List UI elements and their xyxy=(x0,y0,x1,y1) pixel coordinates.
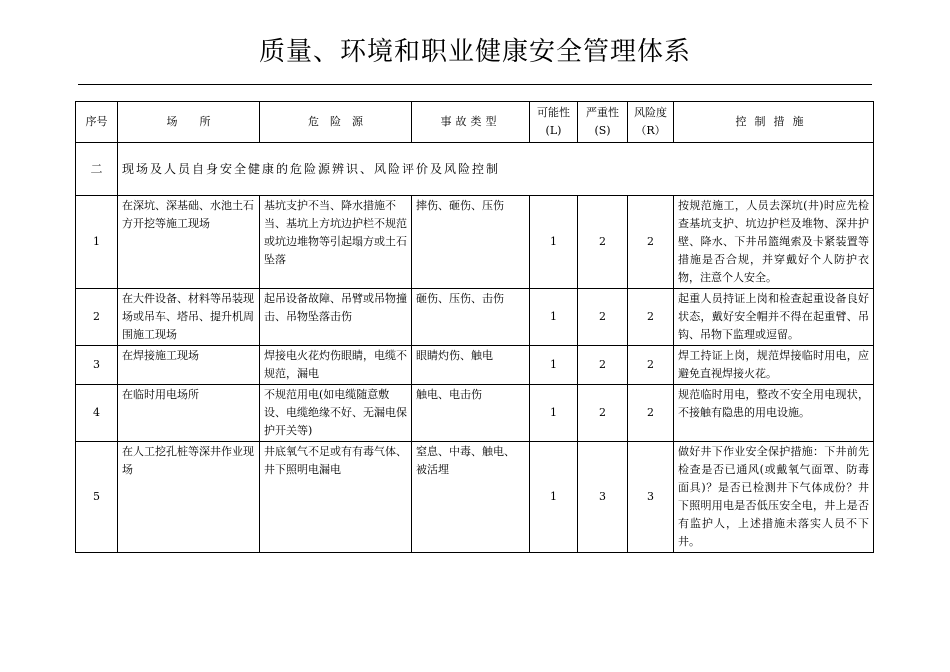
row-number: 4 xyxy=(76,385,118,442)
row-accident-type: 眼睛灼伤、触电 xyxy=(412,346,530,385)
row-number: 1 xyxy=(76,196,118,289)
table-row xyxy=(76,385,874,442)
row-place: 在大件设备、材料等吊装现场或吊车、塔吊、提升机周围施工现场 xyxy=(118,289,260,346)
row-accident-type: 触电、电击伤 xyxy=(412,385,530,442)
header-likelihood: 可能性(L) xyxy=(530,102,578,143)
header-place: 场 所 xyxy=(118,102,260,143)
row-severity: 2 xyxy=(578,385,628,442)
row-control-measures: 按规范施工，人员去深坑(井)时应先检查基坑支护、坑边护栏及堆物、深井护壁、降水、下井吊篮绳索及卡紧装置等措施是否合规，并穿戴好个人防护衣物，注意个人安全。 xyxy=(674,196,874,289)
table-row xyxy=(76,289,874,346)
row-number: 2 xyxy=(76,289,118,346)
row-hazard: 不规范用电(如电缆随意敷设、电缆绝缘不好、无漏电保护开关等) xyxy=(260,385,412,442)
row-likelihood: 1 xyxy=(530,385,578,442)
row-risk: 2 xyxy=(628,346,674,385)
table-row xyxy=(76,442,874,553)
row-hazard: 起吊设备故障、吊臂或吊物撞击、吊物坠落击伤 xyxy=(260,289,412,346)
row-place: 在临时用电场所 xyxy=(118,385,260,442)
row-number: 3 xyxy=(76,346,118,385)
row-place: 在深坑、深基础、水池土石方开挖等施工现场 xyxy=(118,196,260,289)
section-title: 现场及人员自身安全健康的危险源辨识、风险评价及风险控制 xyxy=(118,143,874,196)
row-place: 在焊接施工现场 xyxy=(118,346,260,385)
header-control-measures: 控制措施 xyxy=(674,102,874,143)
row-control-measures: 起重人员持证上岗和检查起重设备良好状态，戴好安全帽并不得在起重臂、吊钩、吊物下监理或逗留。 xyxy=(674,289,874,346)
header-accident-type: 事故类型 xyxy=(412,102,530,143)
header-no: 序号 xyxy=(76,102,118,143)
row-place: 在人工挖孔桩等深井作业现场 xyxy=(118,442,260,553)
header-risk: 风险度（R） xyxy=(628,102,674,143)
row-severity: 2 xyxy=(578,346,628,385)
row-risk: 2 xyxy=(628,289,674,346)
row-likelihood: 1 xyxy=(530,196,578,289)
row-control-measures: 做好井下作业安全保护措施：下井前先检查是否已通风(或戴氧气面罩、防毒面具)？是否已检测井下气体成份？井下照明用电是否低压安全电，井上是否有监护人，上述措施未落实人员不下井。 xyxy=(674,442,874,553)
header-severity: 严重性(S) xyxy=(578,102,628,143)
row-accident-type: 砸伤、压伤、击伤 xyxy=(412,289,530,346)
table-row xyxy=(76,196,874,289)
hazard-table xyxy=(75,101,874,553)
row-risk: 3 xyxy=(628,442,674,553)
row-severity: 3 xyxy=(578,442,628,553)
row-hazard: 基坑支护不当、降水措施不当、基坑上方坑边护栏不规范或坑边堆物等引起塌方或土石坠落 xyxy=(260,196,412,289)
section-row xyxy=(76,143,874,196)
row-likelihood: 1 xyxy=(530,289,578,346)
table-header-row xyxy=(76,102,874,143)
row-severity: 2 xyxy=(578,289,628,346)
row-accident-type: 窒息、中毒、触电、被活埋 xyxy=(412,442,530,553)
row-control-measures: 焊工持证上岗，规范焊接临时用电，应避免直视焊接火花。 xyxy=(674,346,874,385)
section-number: 二 xyxy=(76,143,118,196)
header-hazard: 危 险 源 xyxy=(260,102,412,143)
row-hazard: 井底氧气不足或有有毒气体、井下照明电漏电 xyxy=(260,442,412,553)
row-severity: 2 xyxy=(578,196,628,289)
row-risk: 2 xyxy=(628,385,674,442)
row-accident-type: 摔伤、砸伤、压伤 xyxy=(412,196,530,289)
row-control-measures: 规范临时用电，整改不安全用电现状，不接触有隐患的用电设施。 xyxy=(674,385,874,442)
row-hazard: 焊接电火花灼伤眼睛，电缆不规范，漏电 xyxy=(260,346,412,385)
table-row xyxy=(76,346,874,385)
row-likelihood: 1 xyxy=(530,442,578,553)
title-divider xyxy=(78,84,872,85)
row-likelihood: 1 xyxy=(530,346,578,385)
document-title: 质量、环境和职业健康安全管理体系 xyxy=(258,37,691,67)
row-number: 5 xyxy=(76,442,118,553)
row-risk: 2 xyxy=(628,196,674,289)
